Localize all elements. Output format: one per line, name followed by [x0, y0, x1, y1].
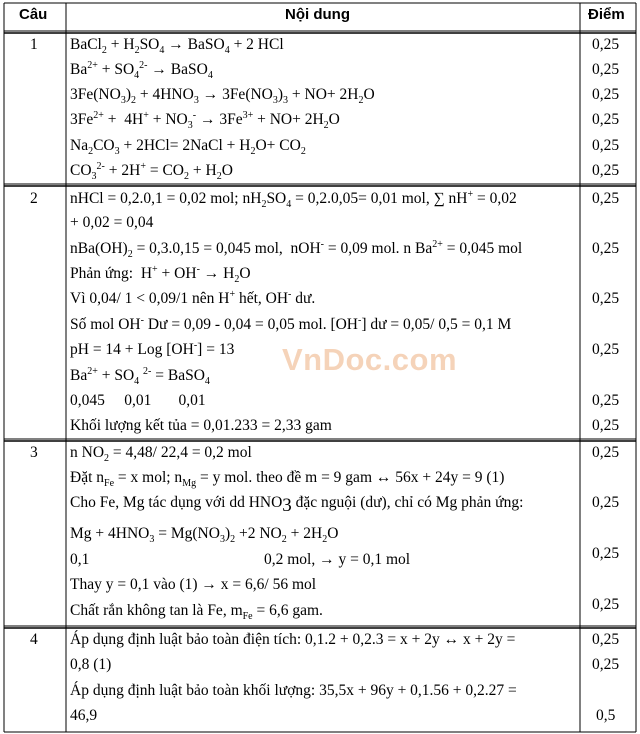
row3-line6: Thay y = 0,1 vào (1) → x = 6,6/ 56 mol	[70, 576, 317, 593]
row1-line4: $3Fe^{2+} + 4H^+ + NO_3^- \to 3Fe^{3+} + NO+ 2H_2O$	[70, 109, 340, 132]
question-number-2: 2	[30, 190, 38, 207]
question-number-3: 3	[30, 444, 38, 461]
points: 0,25	[592, 190, 620, 207]
row2-line8: $Ba^{2+} + SO_4$ $^{2-}$ = BaSO$_4$	[70, 365, 210, 388]
points: 0,25	[592, 631, 620, 648]
row1-line2: $Ba^{2+} + SO_4^{2-}$ → BaSO$_4$	[70, 59, 213, 82]
row2-line4: Phản ứng: $H^+ + OH^- \to H_2O$	[70, 263, 251, 286]
row4-line3: Áp dụng định luật bảo toàn khối lượng: 35,5x + 96y + 0,1.56 + 0,2.27 =	[70, 682, 517, 699]
points: 0,25	[592, 137, 620, 154]
points: 0,25	[592, 111, 620, 128]
points: 0,25	[592, 61, 620, 78]
points: 0,25	[592, 596, 620, 613]
row2-line5: Vì 0,04/ 1 < 0,09/1 nên H+ hết, OH- dư.	[70, 288, 316, 307]
header-content: Nội dung	[285, 6, 350, 23]
watermark: VnDoc.com	[282, 342, 458, 377]
row2-line3: $nBa(OH)_2 = 0,3.0,15 = 0,045$ mol, nOH- = 0,09 mol. n $Ba^{2+} = 0,045$ mol	[70, 238, 523, 261]
row2-line1: nHCl = 0,2.0,1 = 0,02 mol; $nH_2SO_4 = 0,2.0,05= 0,01$ mol, ∑ nH+ = 0,02	[70, 188, 517, 211]
row1-line3: $3Fe(NO_3)_2 + 4HNO_3 \to 3Fe(NO_3)_3 + NO+ 2H_2O$	[70, 86, 375, 107]
row4-line2: 0,8 (1)	[70, 656, 112, 673]
row3-line2: Đặt $n_{Fe} = x$ mol; $n_{Mg} = y$ mol. theo đề m = 9 gam ↔ 56x + 24y = 9 (1)	[70, 469, 505, 490]
points: 0,25	[592, 656, 620, 673]
row1-line1: BaCl$_2$ + $H_2SO_4$ → BaSO$_4$ + 2 HCl	[70, 36, 284, 57]
row3-line3: Cho Fe, Mg tác dụng với dd $HNO_3$ đặc nguội (dư), chỉ có Mg phản ứng:	[70, 494, 524, 517]
row3-line5b: 0,2 mol, → y = 0,1 mol	[264, 551, 411, 568]
row2-line7: pH = 14 + Log [OH-] = 13	[70, 339, 235, 358]
row2-line10: Khối lượng kết tủa = 0,01.233 = 2,33 gam	[70, 417, 332, 434]
row1-line5: $Na_2CO_3 + 2HCl=$ 2NaCl + $H_2O+ CO_2$	[70, 137, 306, 158]
points: 0,25	[592, 341, 620, 358]
question-number-4: 4	[30, 631, 38, 648]
points: 0,25	[592, 494, 620, 511]
row3-line1: n $NO_2 = 4,48/$ 22,4 = 0,2 mol	[70, 444, 252, 465]
row2-line2: + 0,02 = 0,04	[70, 214, 154, 231]
row3-line4: $Mg + 4HNO_3 = Mg(NO_3)_2 +2$ $NO_2 + 2H_2O$	[70, 525, 339, 546]
points: 0,25	[592, 240, 620, 257]
points: 0,25	[592, 392, 620, 409]
points: 0,25	[592, 162, 620, 179]
question-number-1: 1	[30, 36, 38, 53]
points: 0,25	[592, 545, 620, 562]
header-question: Câu	[19, 6, 48, 23]
row4-line1: Áp dụng định luật bảo toàn điện tích: 0,1.2 + 0,2.3 = x + 2y ↔ x + 2y =	[70, 631, 516, 648]
points: 0,25	[592, 444, 620, 461]
points: 0,25	[592, 417, 620, 434]
points: 0,25	[592, 36, 620, 53]
row2-line6: Số mol OH- Dư = 0,09 - 0,04 = 0,05 mol. [OH-] dư = 0,05/ 0,5 = 0,1 M	[70, 314, 512, 333]
points: 0,25	[592, 86, 620, 103]
points: 0,25	[592, 290, 620, 307]
row3-line7: Chất rắn không tan là Fe, $m_{Fe} = 6,6$ gam.	[70, 602, 323, 623]
header-points: Điểm	[588, 6, 625, 23]
points: 0,5	[596, 707, 616, 724]
row1-line6: $CO_3^{2-} + 2H^+ = CO_2 + H_2O$	[70, 160, 233, 183]
row2-line9: 0,045 0,01 0,01	[70, 392, 206, 409]
row3-line5a: 0,1	[70, 551, 90, 568]
row4-line4: 46,9	[70, 707, 98, 724]
